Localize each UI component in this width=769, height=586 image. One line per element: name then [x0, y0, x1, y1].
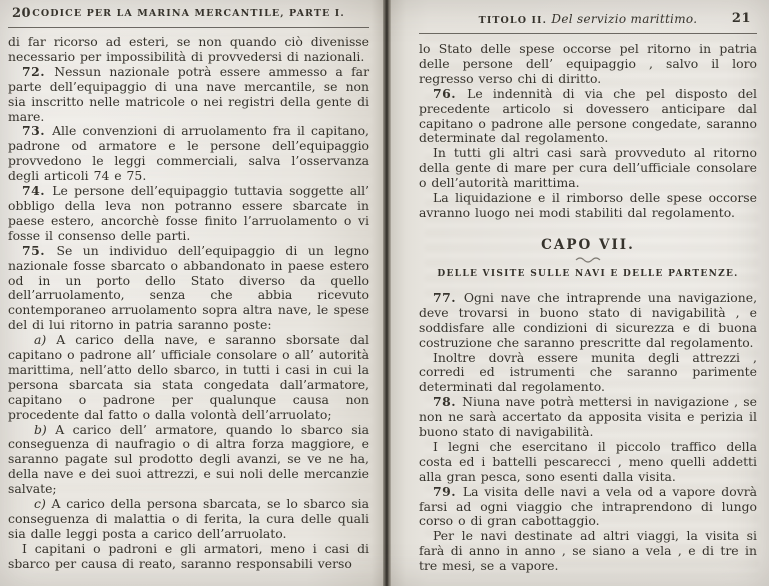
article-number: 77. [433, 289, 464, 305]
article-number: 79. [433, 483, 463, 499]
paragraph: 78. Niuna nave potrà mettersi in navigazione , se non ne sarà accertato da apposita visita e perizia il buono stato di navigabilità. [419, 394, 757, 440]
paragraph: di far ricorso ad esteri, se non quando ciò divenisse necessario per impossibilità di provvedersi di nazionali. [8, 34, 369, 64]
right-running-head [419, 11, 757, 28]
paragraph: Per le navi destinate ad altri viaggi, la visita si farà di anno in anno , se siano a vela , e di tre in tre mesi, se a vapore. [419, 528, 757, 574]
paragraph: In tutti gli altri casi sarà provveduto al ritorno della gente di mare per cura dell’ufficiale consolare o dell’autorità marittima. [419, 145, 757, 191]
paragraph: La liquidazione e il rimborso delle spese occorse avranno luogo nei modi stabiliti dal regolamento. [419, 190, 757, 220]
paragraph: 73. Alle convenzioni di arruolamento fra il capitano, padrone od armatore e le persone dell’equipaggio provvedono le leggi commerciali, salva l’osservanza degli articoli 74 e 75. [8, 123, 369, 184]
paragraph: 74. Le persone dell’equipaggio tuttavia soggette all’ obbligo della leva non potranno essere sbarcate in paese estero, ancorchè fosse finito l’arruolamento o vi fosse il consenso delle parti. [8, 183, 369, 243]
article-number: 75. [22, 242, 57, 258]
chapter-subheading: DELLE VISITE SULLE NAVI E DELLE PARTENZE. [437, 268, 739, 279]
paragraph: 79. La visita delle navi a vela od a vapore dovrà farsi ad ogni viaggio che intraprendono di lungo corso o di gran cabottaggio. [419, 483, 757, 529]
left-running-head [8, 6, 369, 23]
titolo-subtitle: Del servizio marittimo. [551, 12, 698, 26]
chapter-heading-block [419, 237, 757, 279]
list-letter: a) [34, 332, 57, 348]
paragraph: Inoltre dovrà essere munita degli attrezzi , corredi ed istrumenti che saranno parimente determinati dal regolamento. [419, 349, 757, 395]
paragraph: I capitani o padroni e gli armatori, meno i casi di sbarco per causa di reato, saranno responsabili verso [8, 540, 369, 571]
left-page [0, 0, 383, 586]
paragraph: 76. Le indennità di via che pel disposto del precedente articolo si dovessero anticipare dal capitano o padrone alle persone congedate, saranno determinate dal regolamento. [419, 85, 757, 146]
right-page-body-top [419, 42, 757, 221]
article-number: 73. [22, 123, 53, 139]
left-page-body [8, 35, 369, 572]
left-head-rule [8, 27, 369, 28]
article-number: 72. [22, 63, 55, 79]
article-number: 74. [22, 183, 53, 199]
left-page-number: 20 [12, 6, 32, 21]
list-letter: c) [34, 496, 52, 512]
paragraph: 75. Se un individuo dell’equipaggio di un legno nazionale fosse sbarcato o abbandonato in paese estero od in un porto dello Stato diverso da quello dell’arruolamento, senza che abbia ricevuto contemporaneo arruolamento sopra altra nave, le spese del di lui ritorno in patria saranno poste: [8, 242, 369, 333]
paragraph: 72. Nessun nazionale potrà essere ammesso a far parte dell’equipaggio di una nave mercantile, se non sia inscritto nelle matricole o nei registri della gente di mare. [8, 63, 369, 124]
right-head-rule [419, 33, 757, 34]
article-number: 78. [433, 394, 463, 410]
paragraph: c) A carico della persona sbarcata, se lo sbarco sia conseguenza di malattia o di ferita, la cura delle quali sia dalle leggi posta a carico dell’arruolato. [8, 496, 369, 541]
right-page-body-bottom [419, 291, 757, 574]
paragraph: lo Stato delle spese occorse pel ritorno in patria delle persone dell’ equipaggio , salvo il loro regresso verso chi di diritto. [419, 41, 757, 86]
left-running-head-title: CODICE PER LA MARINA MERCANTILE, PARTE I. [32, 8, 345, 19]
chapter-title: CAPO VII. [541, 236, 635, 253]
divider-flourish-icon [575, 256, 601, 263]
paragraph: 77. Ogni nave che intraprende una navigazione, deve trovarsi in buono stato di navigabilità , e soddisfare alle condizioni di sicurezza e di buona costruzione che saranno prescritte dal regolamento. [419, 289, 758, 350]
titolo-label: TITOLO II. [478, 15, 547, 26]
paragraph: b) A carico dell’ armatore, quando lo sbarco sia conseguenza di naufragio o di altra forza maggiore, e saranno pagate sul prodotto degli avanzi, se ve ne ha, della nave e dei suoi attrezzi, e sui noli delle mercanzie salvate; [8, 421, 369, 497]
list-letter: b) [34, 421, 56, 437]
right-running-head-title [419, 12, 757, 26]
paragraph: a) A carico della nave, e saranno sborsate dal capitano o padrone all’ ufficiale consolare o all’ autorità marittima, nell’atto dello sbarco, in tutti i casi in cui la persona sbarcata sia stata congedata dall’armatore, capitano o padrone per qualunque causa non procedente dal fatto o dalla volontà dell’arruolato; [8, 332, 369, 422]
book-gutter [383, 0, 391, 586]
article-number: 76. [433, 85, 468, 101]
right-page [391, 0, 769, 586]
paragraph: I legni che esercitano il piccolo traffico della costa ed i battelli pescarecci , meno quelli addetti alla gran pesca, sono esenti dalla visita. [419, 438, 757, 484]
right-page-number: 21 [731, 11, 751, 26]
